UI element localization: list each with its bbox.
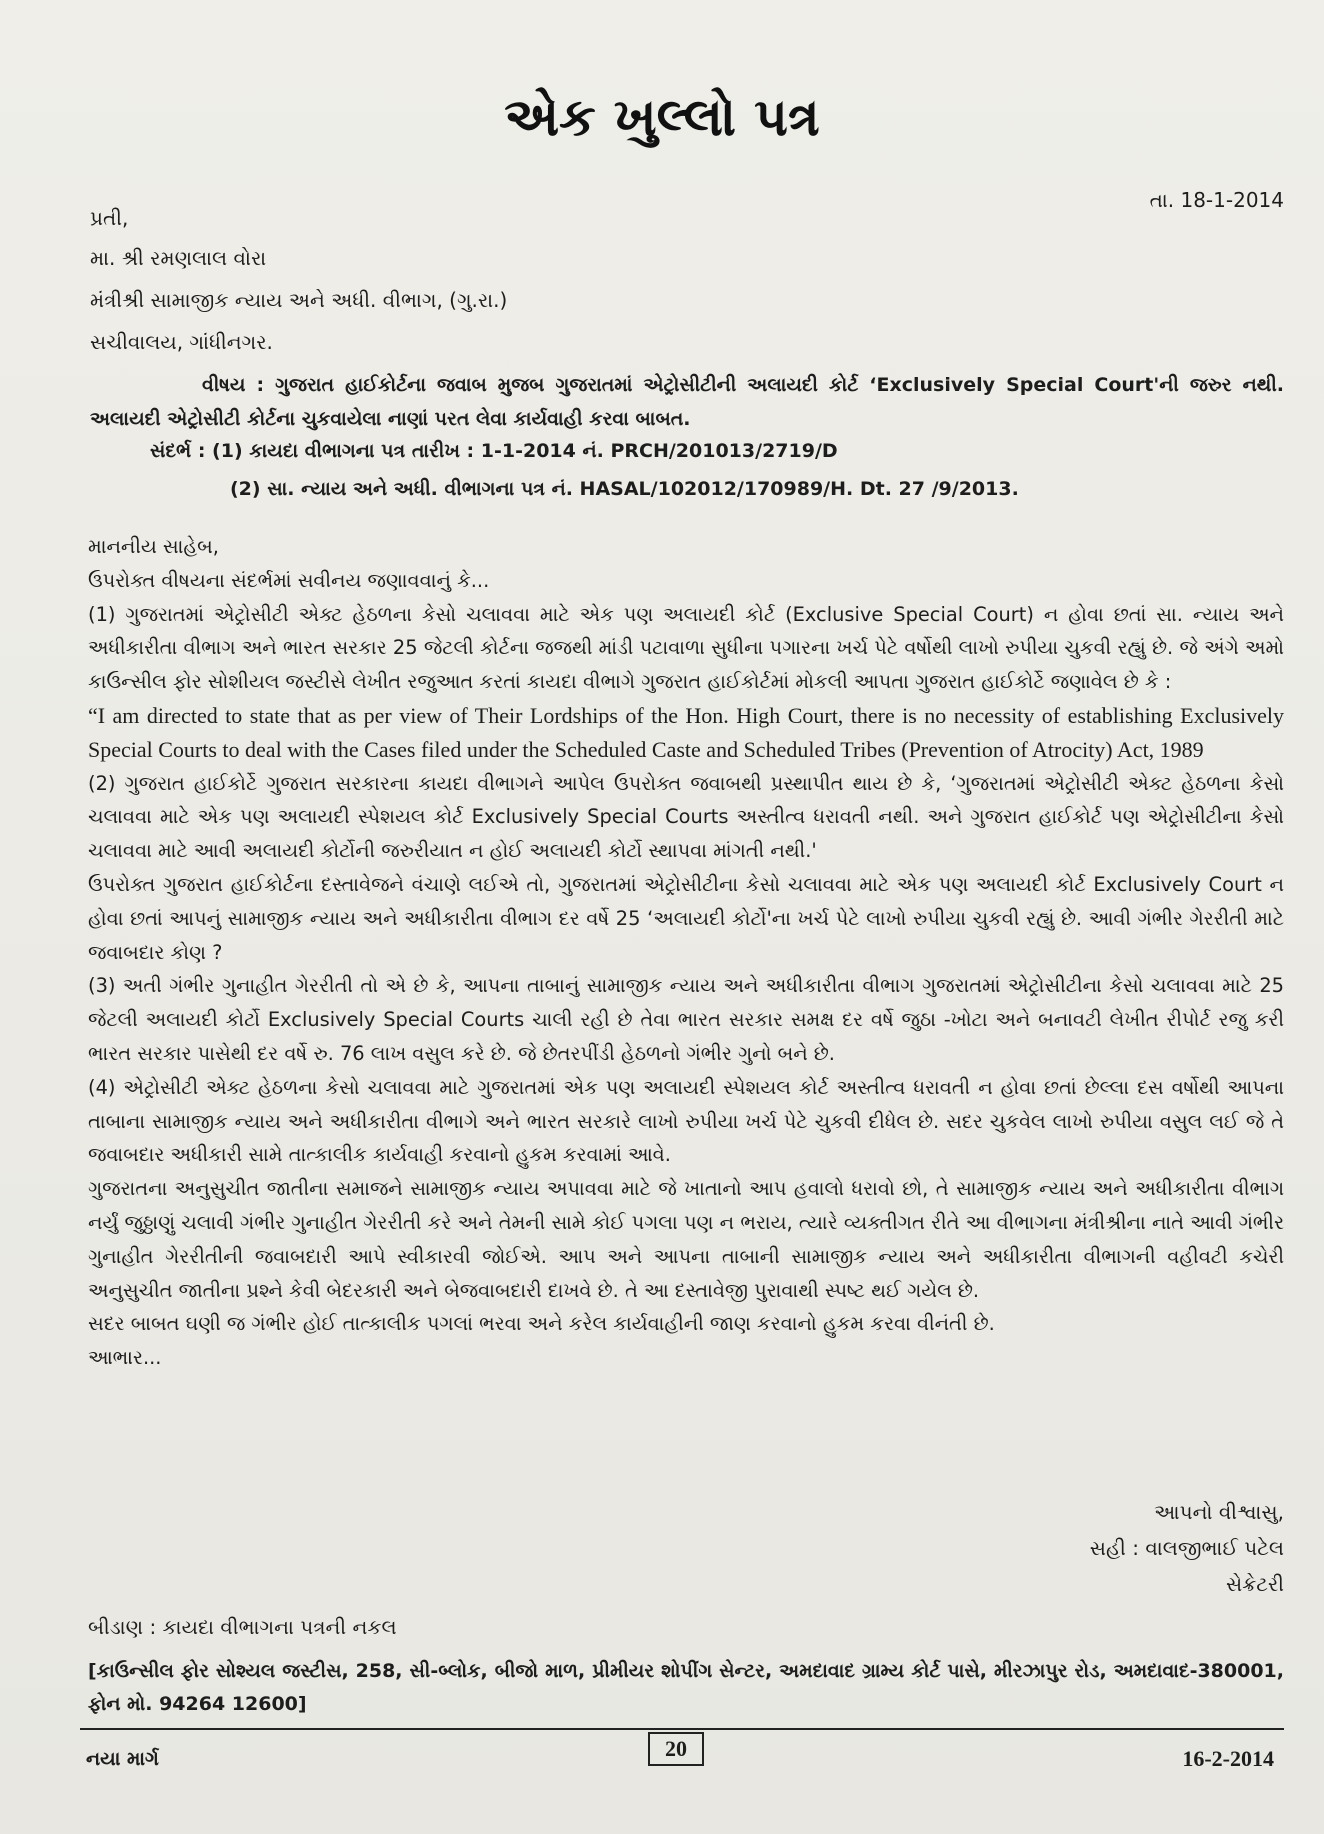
enclosure-note: બીડાણ : કાયદા વીભાગના પત્રની નકલ (88, 1615, 397, 1639)
signature-line-2: સહી : વાલજીભાઈ પટેલ (1089, 1536, 1284, 1560)
paragraph-6: સદર બાબત ઘણી જ ગંભીર હોઈ તાત્કાલીક પગલાં ભરવા અને કરેલ કાર્યવાહીની જાણ કરવાનો હુકમ કરવા વીનંતી છે. (88, 1312, 995, 1336)
paragraph-3: (3) અતી ગંભીર ગુનાહીત ગેરરીતી તો એ છે કે, આપના તાબાનું સામાજીક ન્યાય અને અધીકારીતા વીભાગ ગુજરાતમાં એટ્રોસીટીના કેસો ચલાવવા માટે 25 જેટલી અલાયદી કોર્ટો Exclusively Special Courts ચાલી રહી છે તેવા ભારત સરકાર સમક્ષ દર વર્ષે જુઠા -ખોટા અને બનાવટી લેખીત રીપોર્ટ રજુ કરી ભારત સરકાર પાસેથી દર વર્ષે રુ. 76 લાખ વસુલ કરે છે. જે છેતરપીંડી હેઠળનો ગંભીર ગુનો બને છે. (88, 974, 1284, 1065)
reference-1: સંદર્ભ : (1) કાયદા વીભાગના પત્ર તારીખ : 1-1-2014 નં. PRCH/201013/2719/D (150, 440, 838, 462)
recipient-line-4: સચીવાલય, ગાંધીનગર. (90, 330, 273, 354)
page-number: 20 (648, 1732, 704, 1766)
letter-body (88, 530, 1284, 1375)
salutation: માનનીય સાહેબ, (88, 535, 219, 558)
letter-date: તા. 18-1-2014 (1149, 188, 1284, 212)
footer-divider (80, 1728, 1284, 1730)
paragraph-2: (2) ગુજરાત હાઈકોર્ટે ગુજરાત સરકારના કાયદા વીભાગને આપેલ ઉપરોક્ત જવાબથી પ્રસ્થાપીત થાય છે કે, ‘ગુજરાતમાં એટ્રોસીટી એક્ટ હેઠળના કેસો ચલાવવા માટે એક પણ અલાયદી સ્પેશયલ કોર્ટ Exclusively Special Courts અસ્તીત્વ ધરાવતી નથી. અને ગુજરાત હાઈકોર્ટ પણ એટ્રોસીટીના કેસો ચલાવવા માટે આવી અલાયદી કોર્ટોની જરુરીયાત ન હોઈ અલાયદી કોર્ટો સ્થાપવા માંગતી નથી.' (88, 771, 1284, 863)
sender-address: [કાઉન્સીલ ફોર સોશ્યલ જસ્ટીસ, 258, સી-બ્લોક, બીજો માળ, પ્રીમીયર શોપીંગ સેન્ટર, અમદાવાદ ગ્રામ્ય કોર્ટ પાસે, મીરઝાપુર રોડ, અમદાવાદ-380001, ફોન મો. 94264 12600] (88, 1660, 1284, 1715)
paragraph-1: (1) ગુજરાતમાં એટ્રોસીટી એક્ટ હેઠળના કેસો ચલાવવા માટે એક પણ અલાયદી કોર્ટ (Exclusive Special Court) ન હોવા છતાં સા. ન્યાય અને અધીકારીતા વીભાગ અને ભારત સરકાર 25 જેટલી કોર્ટના જજથી માંડી પટાવાળા સુધીના પગારના ખર્ચ પેટે વર્ષોથી લાખો રુપીયા ચુકવી રહ્યું છે. જે અંગે અમો કાઉન્સીલ ફોર સોશીયલ જસ્ટીસે લેખીત રજુઆત કરતાં કાયદા વીભાગે ગુજરાત હાઈકોર્ટમાં મોકલી આપતા ગુજરાત હાઈકોર્ટે જણાવેલ છે કે : (88, 602, 1285, 694)
signature-line-1: આપનો વીશ્વાસુ, (1154, 1500, 1284, 1524)
signature-line-3: સેક્રેટરી (1225, 1572, 1284, 1596)
closing-thanks: આભાર... (88, 1346, 162, 1370)
recipient-line-2: મા. શ્રી રમણલાલ વોરા (90, 246, 267, 270)
paragraph-4: (4) એટ્રોસીટી એક્ટ હેઠળના કેસો ચલાવવા માટે ગુજરાતમાં એક પણ અલાયદી સ્પેશયલ કોર્ટ અસ્તીત્વ ધરાવતી ન હોવા છતાં છેલ્લા દસ વર્ષોથી આપના તાબાના સામાજીક ન્યાય અને અધીકારીતા વીભાગે અને ભારત સરકારે લાખો રુપીયા ખર્ચ પેટે ચુકવી દીધેલ છે. સદર ચુકવેલ લાખો રુપીયા વસુલ લઈ જે તે જવાબદાર અધીકારી સામે તાત્કાલીક કાર્યવાહી કરવાનો હુકમ કરવામાં આવે. (88, 1075, 1284, 1167)
intro-paragraph: ઉપરોક્ત વીષયના સંદર્ભમાં સવીનય જણાવવાનું કે... (88, 568, 490, 592)
paragraph-5: ગુજરાતના અનુસુચીત જાતીના સમાજને સામાજીક ન્યાય અપાવવા માટે જે ખાતાનો આપ હવાલો ધરાવો છો, તે સામાજીક ન્યાય અને અધીકારીતા વીભાગ નર્યું જુઠ્ઠાણું ચલાવી ગંભીર ગુનાહીત ગેરરીતી કરે અને તેમની સામે કોઈ પગલા પણ ન ભરાય, ત્યારે વ્યક્તીગત રીતે આ વીભાગના મંત્રીશ્રીના નાતે આવી ગંભીર ગુનાહીત ગેરરીતીની જવાબદારી આપે સ્વીકારવી જોઈએ. આપ અને આપના તાબાની સામાજીક ન્યાય અને અધીકારીતા વીભાગની વહીવટી કચેરી અનુસુચીત જાતીના પ્રશ્ને કેવી બેદરકારી અને બેજવાબદારી દાખવે છે. તે આ દસ્તાવેજી પુરાવાથી સ્પષ્ટ થઈ ગયેલ છે. (88, 1177, 1284, 1302)
recipient-line-1: પ્રતી, (90, 206, 129, 230)
publication-name: નયા માર્ગ (86, 1748, 159, 1770)
page-title: એક ખુલ્લો પત્ર (504, 88, 820, 148)
issue-date: 16-2-2014 (1182, 1746, 1274, 1771)
paragraph-2b: ઉપરોક્ત ગુજરાત હાઈકોર્ટના દસ્તાવેજને વંચાણે લઈએ તો, ગુજરાતમાં એટ્રોસીટીના કેસો ચલાવવા માટે એક પણ અલાયદી કોર્ટ Exclusively Court ન હોવા છતાં આપનું સામાજીક ન્યાય અને અધીકારીતા વીભાગ દર વર્ષે 25 ‘અલાયદી કોર્ટો'ના ખર્ચ પેટે લાખો રુપીયા ચુકવી રહ્યું છે. આવી ગંભીર ગેરરીતી માટે જવાબદાર કોણ ? (88, 872, 1284, 964)
recipient-line-3: મંત્રીશ્રી સામાજીક ન્યાય અને અધી. વીભાગ, (ગુ.રા.) (90, 288, 508, 312)
letter-subject: વીષય : ગુજરાત હાઈકોર્ટના જવાબ મુજબ ગુજરાતમાં એટ્રોસીટીની અલાયદી કોર્ટ ‘Exclusively Special Court'ની જરુર નથી. અલાયદી એટ્રોસીટી કોર્ટના ચુકવાયેલા નાણાં પરત લેવા કાર્યવાહી કરવા બાબત. (90, 374, 1284, 430)
reference-2: (2) સા. ન્યાય અને અધી. વીભાગના પત્ર નં. HASAL/102012/170989/H. Dt. 27 /9/2013. (230, 478, 1019, 500)
high-court-quote: “I am directed to state that as per view of Their Lordships of the Hon. High Court, there is no necessity of establishing Exclusively Special Courts to deal with the Cases filed under the Scheduled Caste and Scheduled Tribes (Prevention of Atrocity) Act, 1989 (88, 702, 1284, 762)
